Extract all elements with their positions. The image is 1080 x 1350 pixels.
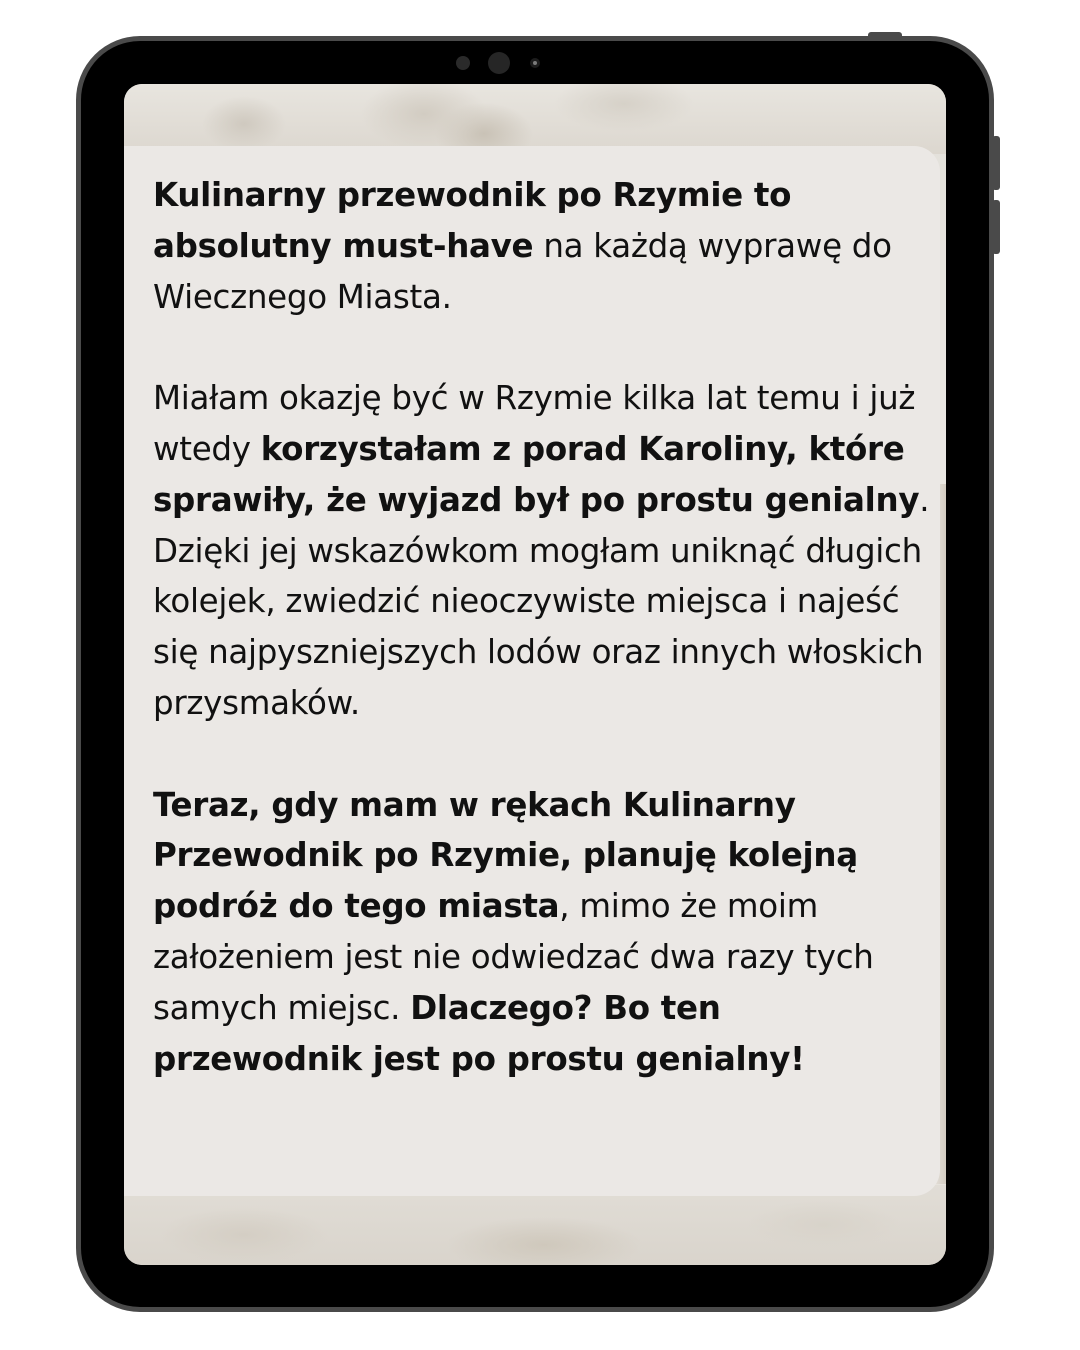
camera-icon (488, 52, 510, 74)
background-photo-top (124, 84, 946, 154)
experience-normal-1: Miałam okazję być w Rzymie kilka lat temu i już wtedy (153, 379, 916, 468)
conclusion-bold-1: Teraz, gdy mam w rękach Kulinarny Przewodnik po Rzymie, planuję kolejną podróż do tego miasta (153, 785, 858, 926)
testimonial-text (153, 170, 933, 1084)
experience-normal-2: . Dzięki jej wskazówkom mogłam uniknąć długich kolejek, zwiedzić nieoczywiste miejsca i najeść się najpyszniejszych lodów oraz innych włoskich przysmaków. (153, 480, 930, 722)
conclusion-bold-2: Dlaczego? Bo ten przewodnik jest po prostu genialny! (153, 988, 805, 1078)
background-photo-bottom (124, 1185, 946, 1265)
flash-icon (530, 58, 540, 68)
paragraph-intro (153, 170, 933, 322)
conclusion-normal: , mimo że moim założeniem jest nie odwiedzać dwa razy tych samych miejsc. (153, 887, 874, 1027)
paragraph-conclusion (153, 780, 933, 1085)
intro-normal: na każdą wyprawę do Wiecznego Miasta. (153, 226, 892, 316)
volume-down-button (992, 200, 1000, 254)
experience-bold: korzystałam z porad Karoliny, które sprawiły, że wyjazd był po prostu genialny (153, 429, 920, 519)
volume-up-button (992, 136, 1000, 190)
paragraph-experience (153, 373, 933, 729)
sensor-icon (456, 56, 470, 70)
power-button (868, 32, 902, 40)
intro-bold: Kulinarny przewodnik po Rzymie to absolutny must-have (153, 176, 792, 265)
